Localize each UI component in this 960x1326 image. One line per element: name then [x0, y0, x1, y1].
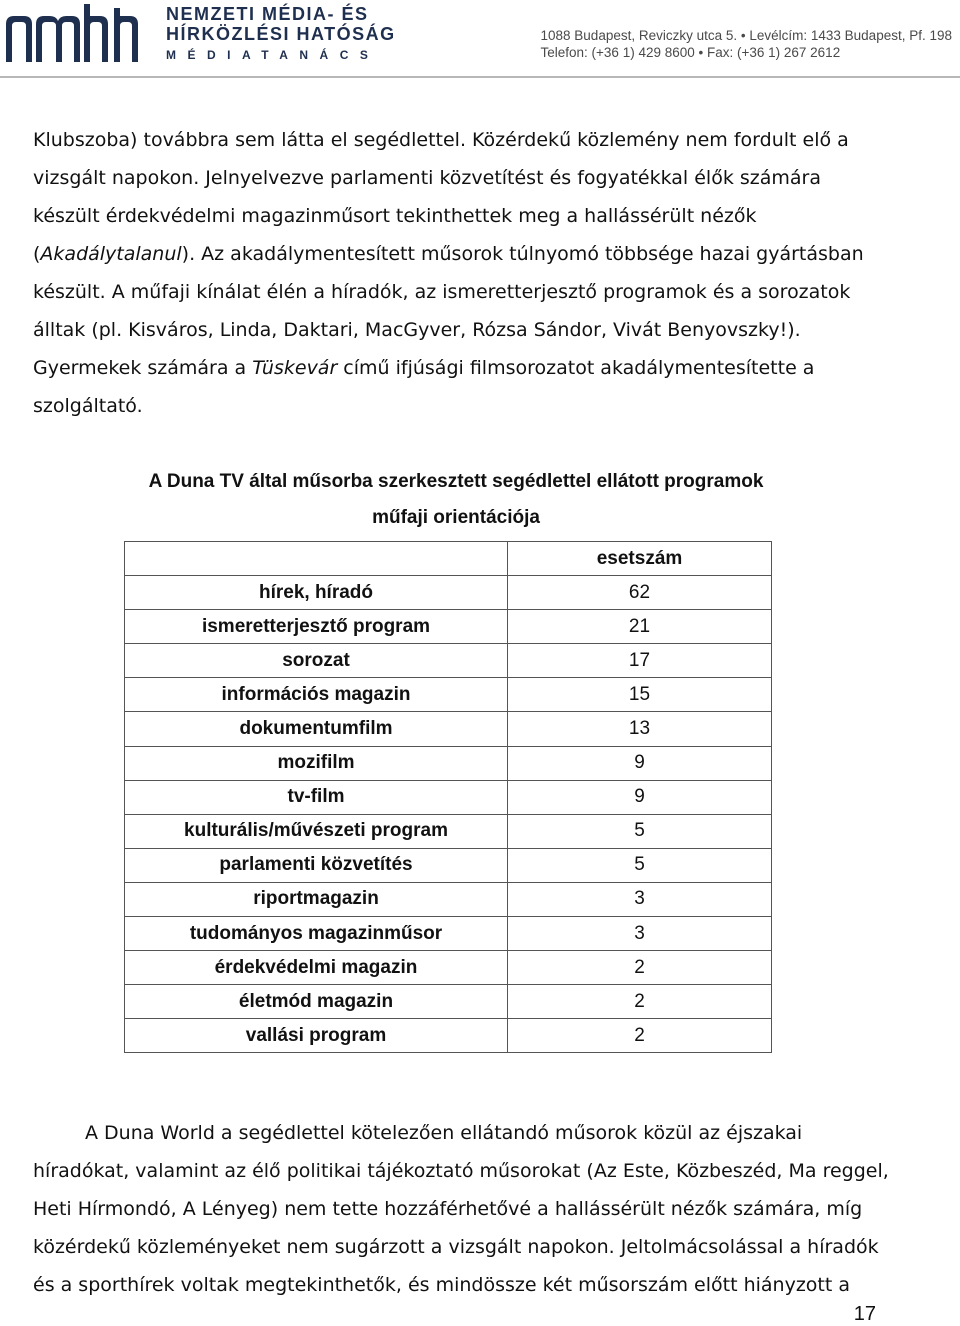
category-cell: információs magazin: [125, 678, 508, 712]
count-cell: 9: [508, 780, 772, 814]
table-row: [125, 780, 772, 814]
letterhead: [0, 0, 960, 80]
count-cell: 2: [508, 1019, 772, 1053]
count-cell: 9: [508, 746, 772, 780]
text-line: álltak (pl. Kisváros, Linda, Daktari, MacGyver, Rózsa Sándor, Vivát Benyovszky!).: [33, 319, 801, 341]
text-line: [33, 235, 913, 273]
text-fragment: Gyermekek számára a: [33, 357, 253, 379]
count-cell: 2: [508, 985, 772, 1019]
category-cell: tudományos magazinműsor: [125, 917, 508, 951]
table-header-row: [125, 542, 772, 576]
category-cell: életmód magazin: [125, 985, 508, 1019]
table-title: A Duna TV által műsorba szerkesztett segédlettel ellátott programok: [148, 471, 764, 492]
intro-paragraph: [33, 121, 913, 425]
page-number: 17: [853, 1303, 876, 1325]
org-name-line2: HÍRKÖZLÉSI HATÓSÁG: [166, 24, 396, 44]
text-line: készült érdekvédelmi magazinműsort tekinthettek meg a hallássérült nézők: [33, 205, 757, 227]
text-line: A Duna World a segédlettel kötelezően ellátandó műsorok közül az éjszakai: [85, 1122, 803, 1144]
category-cell: riportmagazin: [125, 882, 508, 916]
count-cell: 3: [508, 882, 772, 916]
category-cell: kulturális/művészeti program: [125, 814, 508, 848]
nmhh-logo: [2, 2, 152, 64]
count-cell: 3: [508, 917, 772, 951]
category-cell: dokumentumfilm: [125, 712, 508, 746]
category-cell: tv-film: [125, 780, 508, 814]
table-row: [125, 746, 772, 780]
header-empty-cell: [125, 542, 508, 576]
table-row: [125, 985, 772, 1019]
text-line: vizsgált napokon. Jelnyelvezve parlamenti közvetítést és fogyatékkal élők számára: [33, 167, 821, 189]
table-row: [125, 610, 772, 644]
text-line: Klubszoba) továbbra sem látta el segédlettel. Közérdekű közlemény nem fordult elő a: [33, 129, 849, 151]
count-cell: 13: [508, 712, 772, 746]
org-name-line3: MÉDIATANÁCS: [166, 48, 380, 62]
text-line: készült. A műfaji kínálat élén a híradók, az ismeretterjesztő programok és a sorozatok: [33, 281, 851, 303]
address-line: 1088 Budapest, Reviczky utca 5. • Levélcím: 1433 Budapest, Pf. 198: [540, 28, 952, 43]
table-row: [125, 917, 772, 951]
text-line: híradókat, valamint az élő politikai tájékoztató műsorokat (Az Este, Közbeszéd, Ma reggel,: [33, 1160, 889, 1182]
header-divider: [0, 76, 960, 78]
org-name-line1: NEMZETI MÉDIA- ÉS: [166, 4, 369, 24]
table-row: [125, 644, 772, 678]
count-cell: 2: [508, 951, 772, 985]
text-line: Heti Hírmondó, A Lényeg) nem tette hozzáférhetővé a hallássérült nézők számára, míg: [33, 1198, 863, 1220]
phone-fax-line: Telefon: (+36 1) 429 8600 • Fax: (+36 1) 267 2612: [540, 45, 841, 60]
program-title-italic: Akadálytalanul: [40, 243, 182, 265]
count-cell: 62: [508, 576, 772, 610]
category-cell: hírek, híradó: [125, 576, 508, 610]
category-cell: vallási program: [125, 1019, 508, 1053]
text-fragment: című ifjúsági filmsorozatot akadálymentesítette a: [337, 357, 815, 379]
count-cell: 15: [508, 678, 772, 712]
table-row: [125, 848, 772, 882]
table-row: [125, 1019, 772, 1053]
table-row: [125, 576, 772, 610]
text-line: közérdekű közleményeket nem sugárzott a vizsgált napokon. Jeltolmácsolással a híradók: [33, 1236, 879, 1258]
contact-info: [541, 27, 952, 61]
table-row: [125, 712, 772, 746]
table-subtitle: műfaji orientációja: [372, 507, 540, 528]
count-cell: 21: [508, 610, 772, 644]
category-cell: érdekvédelmi magazin: [125, 951, 508, 985]
category-cell: mozifilm: [125, 746, 508, 780]
text-line: [33, 349, 913, 387]
table-row: [125, 678, 772, 712]
table-row: [125, 814, 772, 848]
table-row: [125, 882, 772, 916]
text-line: szolgáltató.: [33, 395, 143, 417]
count-cell: 5: [508, 814, 772, 848]
organization-name: [166, 4, 396, 64]
count-cell: 17: [508, 644, 772, 678]
program-title-italic: Tüskevár: [252, 357, 338, 379]
genre-table: [124, 541, 772, 1053]
category-cell: sorozat: [125, 644, 508, 678]
text-fragment: (: [33, 243, 41, 265]
category-cell: ismeretterjesztő program: [125, 610, 508, 644]
category-cell: parlamenti közvetítés: [125, 848, 508, 882]
count-cell: 5: [508, 848, 772, 882]
text-line: és a sporthírek voltak megtekinthetők, és mindössze két műsorszám előtt hiányzott a: [33, 1274, 850, 1296]
table-row: [125, 951, 772, 985]
text-fragment: ). Az akadálymentesített műsorok túlnyomó többsége hazai gyártásban: [181, 243, 864, 265]
duna-world-paragraph: [33, 1114, 913, 1304]
column-header-count: esetszám: [508, 542, 772, 576]
